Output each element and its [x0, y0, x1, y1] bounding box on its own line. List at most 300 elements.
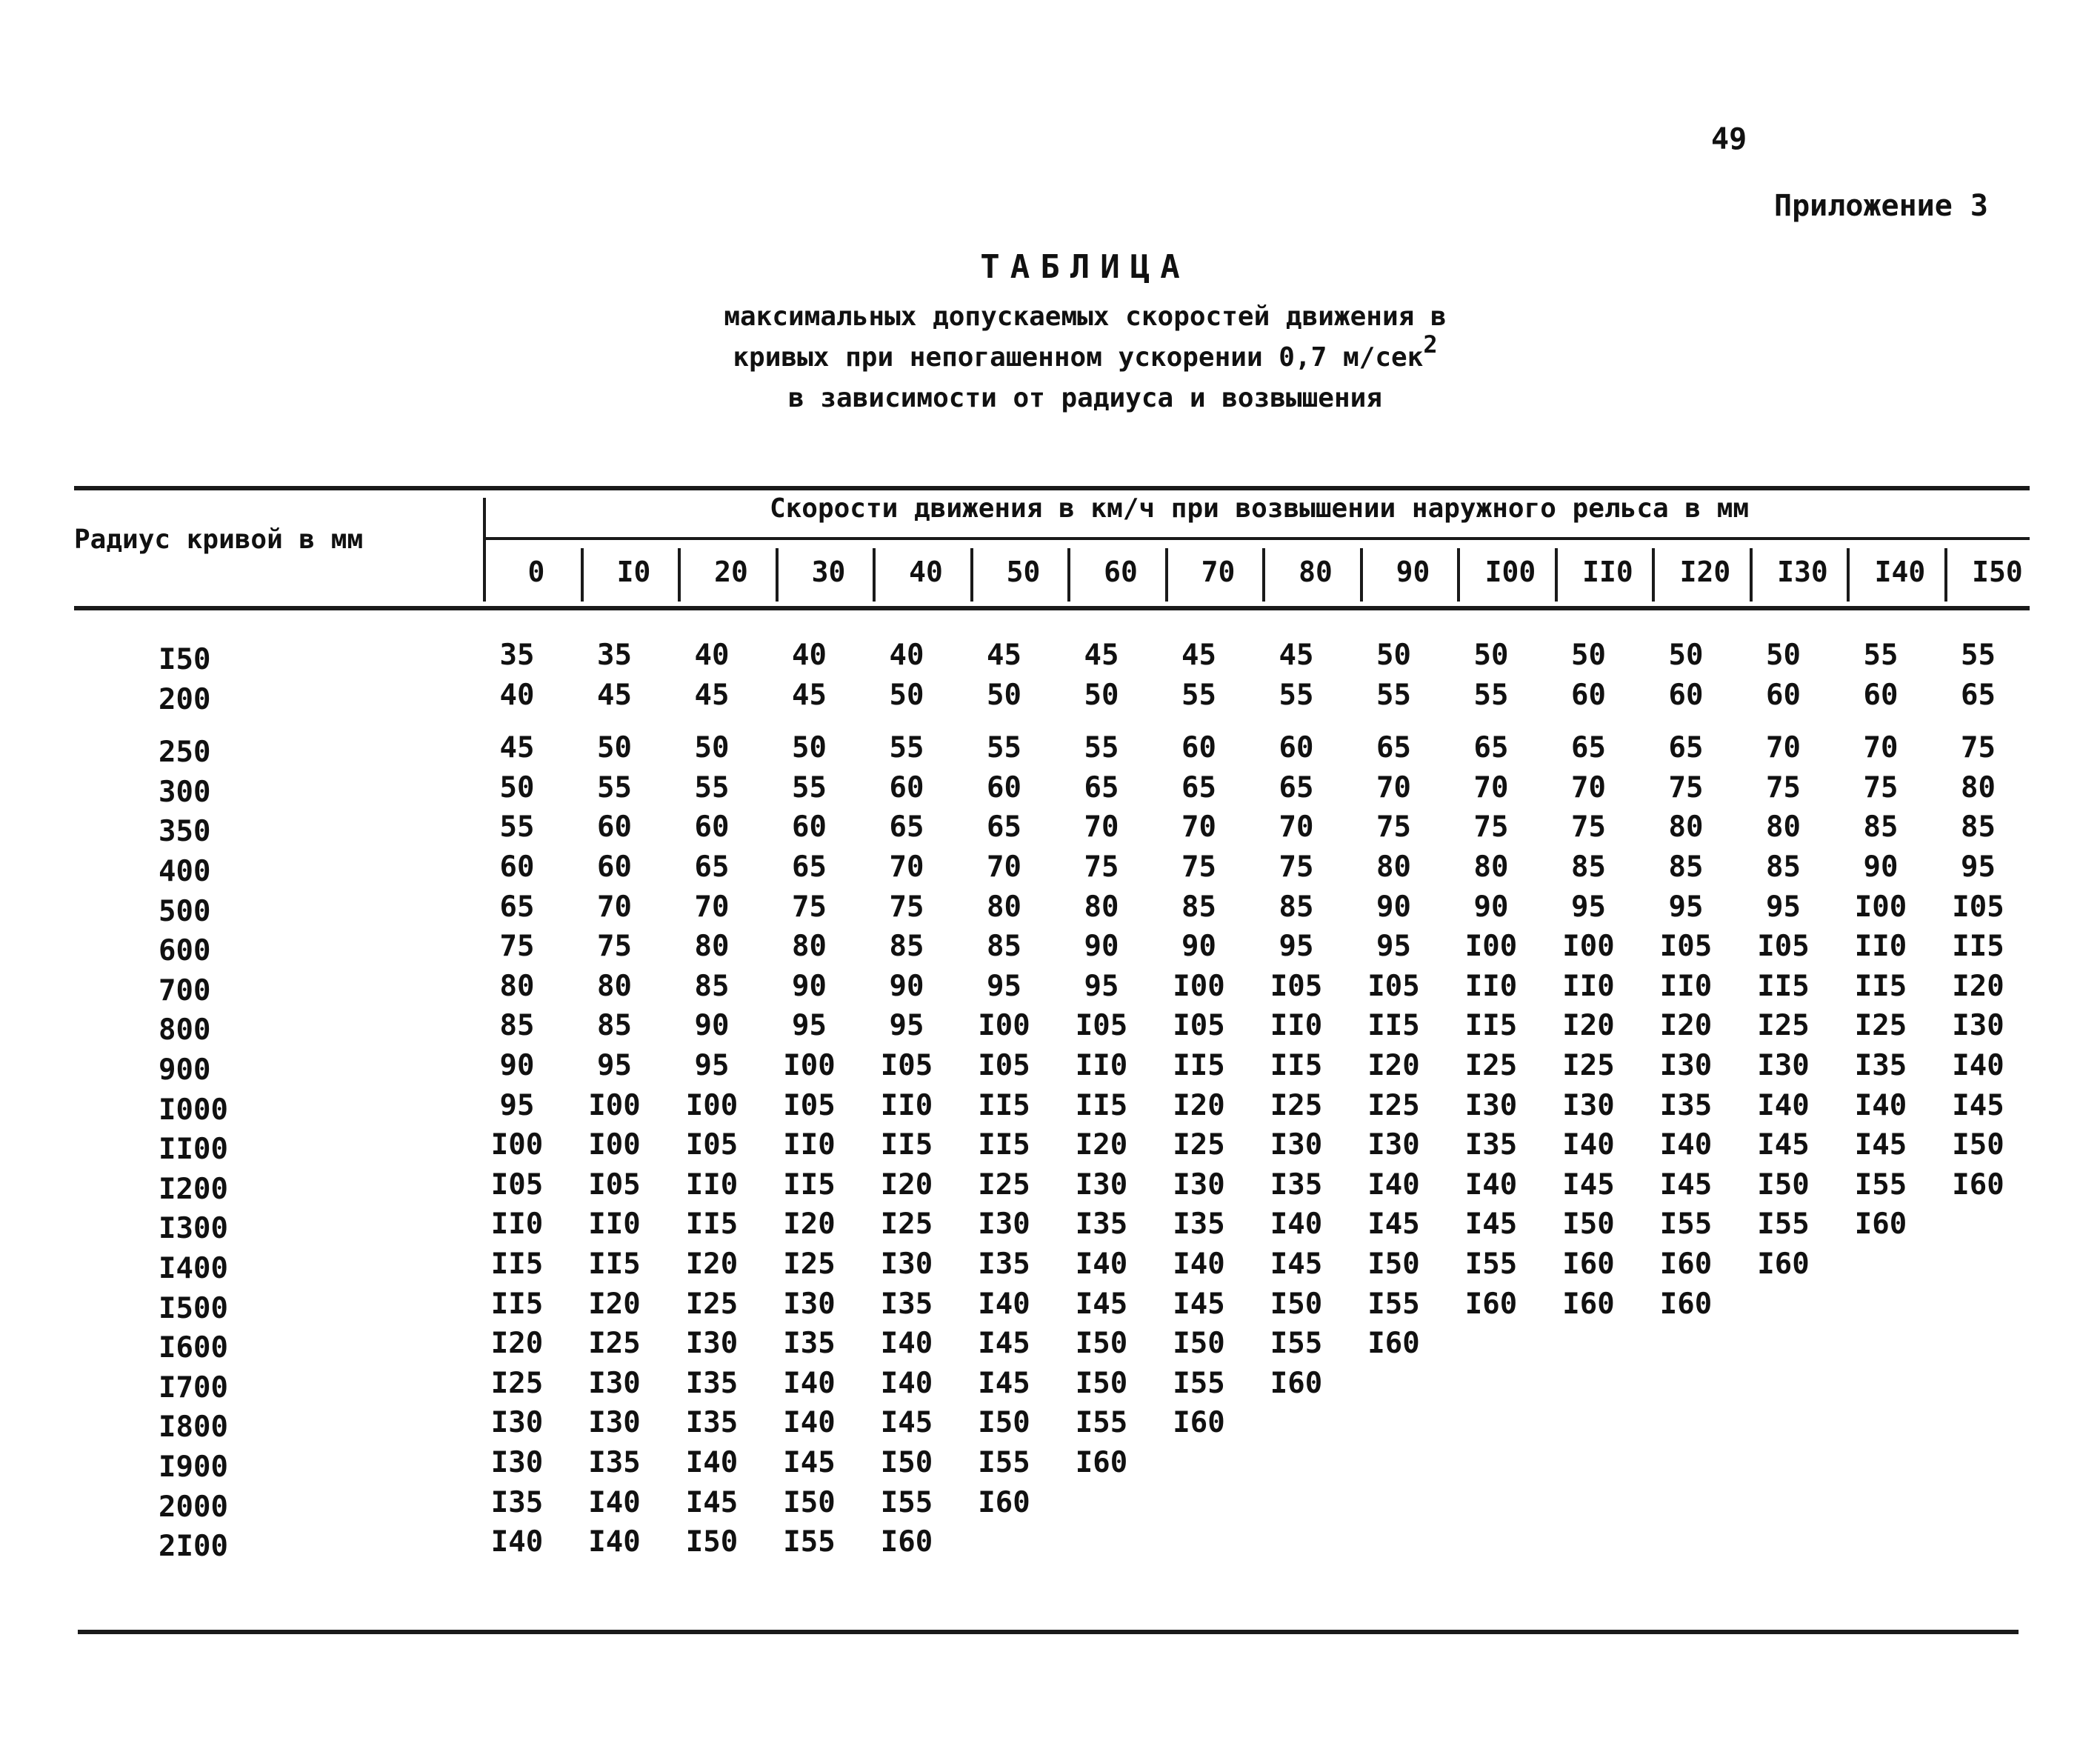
speed-cell: I20	[588, 1287, 641, 1321]
speed-cell: 95	[1084, 969, 1119, 1003]
speed-cell: I30	[880, 1247, 933, 1281]
radius-cell: I600	[159, 1331, 228, 1365]
radius-cell: 900	[159, 1053, 211, 1087]
radius-cell: I000	[159, 1093, 228, 1127]
speed-cell: 55	[1084, 731, 1119, 765]
speed-cell: 85	[1766, 850, 1801, 884]
subtitle-superscript: 2	[1423, 330, 1438, 359]
elevation-column-header: I00	[1484, 556, 1536, 588]
speed-cell: 75	[1084, 850, 1119, 884]
speed-cell: I45	[1464, 1207, 1518, 1242]
speed-cell: 75	[597, 930, 632, 964]
speed-cell: 50	[694, 731, 730, 765]
radius-cell: 300	[159, 775, 211, 809]
speed-cell: 40	[792, 639, 827, 672]
speed-cell: 55	[1279, 678, 1314, 712]
speed-cell: 90	[889, 969, 924, 1003]
speed-cell: I30	[1464, 1088, 1518, 1122]
speed-cell: I50	[685, 1525, 739, 1559]
speed-cell: I45	[978, 1366, 1030, 1400]
speed-cell: 60	[499, 850, 535, 884]
speed-cell: I25	[880, 1207, 933, 1242]
speed-cell: I55	[1075, 1406, 1128, 1440]
speed-cell: I55	[880, 1485, 933, 1519]
speed-cell: 35	[597, 639, 632, 672]
speed-cell: II5	[685, 1207, 739, 1242]
speed-cell: I25	[1562, 1049, 1615, 1082]
speed-cell: 70	[694, 890, 730, 924]
speed-cell: I40	[490, 1525, 544, 1559]
speed-cell: I60	[1173, 1406, 1225, 1440]
speed-cell: 85	[987, 930, 1021, 964]
speed-cell: 95	[1279, 930, 1314, 964]
speed-cell: I30	[588, 1406, 641, 1440]
speed-cell: I05	[1173, 1009, 1225, 1043]
speed-cell: I00	[783, 1049, 836, 1082]
column-separator	[1262, 548, 1265, 602]
elevation-column-header: I50	[1972, 556, 2023, 588]
speed-cell: 95	[597, 1049, 632, 1082]
speed-cell: 95	[792, 1009, 827, 1043]
radius-cell: I800	[159, 1410, 228, 1445]
speed-cell: 75	[1279, 850, 1314, 884]
speed-cell: I50	[978, 1406, 1030, 1440]
speed-cell: I40	[1952, 1049, 2004, 1082]
speed-cell: 80	[694, 930, 730, 964]
speed-cell: 65	[987, 810, 1021, 844]
speed-cell: 50	[889, 678, 924, 712]
speed-cell: 80	[597, 969, 632, 1003]
speed-cell: I35	[1075, 1207, 1128, 1242]
speed-cell: 95	[1961, 850, 1996, 884]
elevation-column-header: 70	[1201, 556, 1236, 588]
speed-cell: 90	[1084, 930, 1119, 964]
speed-cell: I45	[1757, 1128, 1810, 1162]
speed-cell: I40	[880, 1366, 933, 1400]
speed-cell: I25	[490, 1366, 544, 1400]
speed-cell: 55	[889, 731, 924, 765]
speed-cell: 50	[1668, 639, 1704, 672]
speed-cell: I55	[1173, 1366, 1225, 1400]
speed-cell: I30	[1075, 1167, 1128, 1202]
speed-cell: 95	[987, 969, 1021, 1003]
speed-cell: I20	[685, 1247, 739, 1281]
speed-cell: 65	[1571, 731, 1606, 765]
speed-cell: 60	[597, 850, 632, 884]
column-separator	[776, 548, 779, 602]
speed-cell: I30	[1562, 1088, 1615, 1122]
speed-cell: 80	[1766, 810, 1801, 844]
speed-cell: I35	[1854, 1049, 1907, 1082]
speed-cell: 55	[987, 731, 1021, 765]
speed-cell: 60	[1571, 678, 1606, 712]
speed-cell: I55	[1854, 1167, 1907, 1202]
speed-cell: 60	[694, 810, 730, 844]
speed-cell: 90	[1376, 890, 1411, 924]
speed-cell: I45	[1173, 1287, 1225, 1321]
speed-cell: II5	[1367, 1009, 1420, 1043]
speed-cell: I25	[783, 1247, 836, 1281]
speed-cell: 55	[1961, 639, 1996, 672]
speed-cell: 80	[499, 969, 535, 1003]
subtitle-line-3: в зависимости от радиуса и возвышения	[788, 383, 1382, 413]
speed-cell: I05	[685, 1128, 739, 1162]
radius-cell: 200	[159, 682, 211, 716]
speed-cell: 60	[889, 770, 924, 804]
speed-cell: I00	[588, 1088, 641, 1122]
speed-cell: II5	[588, 1247, 641, 1281]
speed-cell: II0	[783, 1128, 836, 1162]
speed-cell: 70	[1863, 731, 1899, 765]
speed-cell: I40	[1367, 1167, 1420, 1202]
speed-cell: 95	[499, 1088, 535, 1122]
speed-cell: 70	[1181, 810, 1216, 844]
speed-cell: I45	[783, 1446, 836, 1479]
speed-cell: 85	[694, 969, 730, 1003]
speed-cell: II0	[1854, 930, 1907, 964]
speed-cell: 50	[987, 678, 1021, 712]
speed-cell: 55	[1863, 639, 1899, 672]
speed-cell: 85	[1863, 810, 1899, 844]
page-number: 49	[1711, 122, 1747, 156]
speed-cell: I50	[1952, 1128, 2004, 1162]
column-separator	[873, 548, 876, 602]
speed-cell: I35	[1659, 1088, 1713, 1122]
speed-cell: 60	[1863, 678, 1899, 712]
speed-cell: I50	[783, 1485, 836, 1519]
radius-cell: 800	[159, 1013, 211, 1047]
speed-cell: 75	[1181, 850, 1216, 884]
speed-cell: 70	[1766, 731, 1801, 765]
speed-cell: 50	[1084, 678, 1119, 712]
speed-group-header: Скорости движения в км/ч при возвышении наружного рельса в мм	[769, 493, 1750, 524]
radius-cell: II00	[159, 1133, 228, 1167]
speed-cell: 50	[1571, 639, 1606, 672]
speed-cell: II0	[1464, 969, 1518, 1003]
speed-cell: 50	[499, 770, 535, 804]
speed-cell: 70	[1376, 770, 1411, 804]
speed-cell: 85	[1961, 810, 1996, 844]
page-title: ТАБЛИЦА	[980, 248, 1190, 286]
speed-cell: 55	[1376, 678, 1411, 712]
speed-cell: I30	[978, 1207, 1030, 1242]
speed-cell: I05	[1757, 930, 1810, 964]
speed-cell: I30	[1367, 1128, 1420, 1162]
speed-cell: I25	[685, 1287, 739, 1321]
speed-cell: 40	[889, 639, 924, 672]
speed-cell: I60	[1075, 1446, 1128, 1479]
speed-cell: 60	[792, 810, 827, 844]
speed-cell: I55	[1270, 1327, 1323, 1361]
speed-cell: II5	[978, 1128, 1030, 1162]
speed-cell: I40	[1659, 1128, 1713, 1162]
speed-cell: I40	[880, 1327, 933, 1361]
speed-cell: 45	[1084, 639, 1119, 672]
speed-cell: 75	[1376, 810, 1411, 844]
speed-cell: II5	[1464, 1009, 1518, 1043]
speed-cell: 65	[1961, 678, 1996, 712]
speed-cell: II5	[880, 1128, 933, 1162]
speed-cell: 60	[1279, 731, 1314, 765]
speed-cell: 75	[1473, 810, 1509, 844]
speed-cell: 65	[694, 850, 730, 884]
speed-cell: II5	[490, 1247, 544, 1281]
speed-cell: 85	[1181, 890, 1216, 924]
speed-cell: I20	[880, 1167, 933, 1202]
speed-cell: I25	[1464, 1049, 1518, 1082]
title-block	[630, 248, 1541, 419]
subtitle-line-2	[630, 330, 1541, 378]
speed-cell: 90	[1473, 890, 1509, 924]
speed-cell: 45	[1181, 639, 1216, 672]
speed-cell: 85	[499, 1009, 535, 1043]
speed-cell: 90	[694, 1009, 730, 1043]
speed-cell: I30	[588, 1366, 641, 1400]
speed-cell: I00	[1464, 930, 1518, 964]
speed-cell: 65	[889, 810, 924, 844]
speed-cell: I45	[880, 1406, 933, 1440]
speed-cell: I60	[1464, 1287, 1518, 1321]
speed-cell: I45	[978, 1327, 1030, 1361]
speed-cell: 50	[1376, 639, 1411, 672]
speed-cell: II0	[1270, 1009, 1323, 1043]
speed-cell: II0	[588, 1207, 641, 1242]
speed-cell: I50	[1757, 1167, 1810, 1202]
speed-cell: I05	[1367, 969, 1420, 1003]
speed-cell: I55	[978, 1446, 1030, 1479]
speed-cell: I60	[880, 1525, 933, 1559]
column-separator	[1847, 548, 1850, 602]
speed-cell: 35	[499, 639, 535, 672]
column-separator	[483, 498, 486, 602]
speed-cell: 60	[1668, 678, 1704, 712]
subtitle-line-2-text: кривых при непогашенном ускорении 0,7 м/сек	[733, 342, 1424, 373]
radius-cell: 250	[159, 736, 211, 770]
speed-cell: I05	[978, 1049, 1030, 1082]
speed-cell: II5	[1757, 969, 1810, 1003]
speed-cell: I00	[1173, 969, 1225, 1003]
speed-cell: 65	[792, 850, 827, 884]
speed-cell: I00	[1854, 890, 1907, 924]
table-bottom-rule	[78, 1630, 2019, 1634]
speed-cell: II0	[1562, 969, 1615, 1003]
speed-cell: I55	[1757, 1207, 1810, 1242]
speed-cell: 65	[1668, 731, 1704, 765]
speed-cell: I50	[1075, 1327, 1128, 1361]
speed-cell: I35	[1270, 1167, 1323, 1202]
speed-cell: I45	[1854, 1128, 1907, 1162]
speed-cell: I20	[490, 1327, 544, 1361]
speed-cell: II5	[1075, 1088, 1128, 1122]
speed-cell: 60	[987, 770, 1021, 804]
radius-cell: I700	[159, 1370, 228, 1405]
speed-cell: I20	[783, 1207, 836, 1242]
column-separator	[1652, 548, 1655, 602]
speed-cell: I55	[1659, 1207, 1713, 1242]
column-separator	[1750, 548, 1753, 602]
elevation-column-header: I30	[1777, 556, 1828, 588]
speed-cell: I55	[1464, 1247, 1518, 1281]
speed-cell: 45	[792, 678, 827, 712]
speed-cell: I50	[880, 1446, 933, 1479]
subtitle-line-1: максимальных допускаемых скоростей движения в	[724, 302, 1447, 332]
speed-cell: 50	[1766, 639, 1801, 672]
speed-cell: I45	[1075, 1287, 1128, 1321]
elevation-column-header: I40	[1874, 556, 1926, 588]
elevation-column-header: I20	[1679, 556, 1731, 588]
speed-cell: I55	[1367, 1287, 1420, 1321]
speed-cell: 70	[987, 850, 1021, 884]
speed-cell: I55	[783, 1525, 836, 1559]
speed-cell: 85	[889, 930, 924, 964]
speed-cell: 70	[1571, 770, 1606, 804]
speed-cell: I45	[685, 1485, 739, 1519]
speed-cell: II5	[1270, 1049, 1323, 1082]
speed-cell: I05	[783, 1088, 836, 1122]
speed-cell: 50	[1473, 639, 1509, 672]
speed-cell: I45	[1562, 1167, 1615, 1202]
speed-cell: I00	[1562, 930, 1615, 964]
radius-cell: I900	[159, 1450, 228, 1484]
elevation-column-header: I0	[616, 556, 651, 588]
table-top-rule	[74, 486, 2030, 490]
radius-column-header: Радиус кривой в мм	[74, 524, 364, 555]
column-separator	[581, 548, 584, 602]
speed-cell: 75	[889, 890, 924, 924]
speed-cell: I50	[1173, 1327, 1225, 1361]
speed-cell: I60	[1659, 1287, 1713, 1321]
speed-cell: 80	[987, 890, 1021, 924]
column-separator	[1067, 548, 1070, 602]
speed-cell: I30	[1173, 1167, 1225, 1202]
speed-cell: I20	[1952, 969, 2004, 1003]
radius-cell: 600	[159, 934, 211, 968]
speed-cell: 60	[597, 810, 632, 844]
speed-cell: I40	[588, 1525, 641, 1559]
speed-cell: 70	[597, 890, 632, 924]
speed-cell: I25	[978, 1167, 1030, 1202]
speed-cell: I40	[783, 1366, 836, 1400]
speed-cell: 80	[1376, 850, 1411, 884]
speed-cell: I25	[1757, 1009, 1810, 1043]
speed-cell: I40	[978, 1287, 1030, 1321]
speed-cell: I05	[1952, 890, 2004, 924]
column-separator	[1457, 548, 1460, 602]
speed-cell: I40	[1464, 1167, 1518, 1202]
speed-cell: II5	[1173, 1049, 1225, 1082]
speed-cell: 80	[1084, 890, 1119, 924]
radius-cell: 700	[159, 973, 211, 1007]
speed-cell: II0	[880, 1088, 933, 1122]
speed-cell: 80	[1473, 850, 1509, 884]
speed-cell: II5	[490, 1287, 544, 1321]
speed-cell: I20	[1075, 1128, 1128, 1162]
speed-cell: I30	[1659, 1049, 1713, 1082]
speed-cell: 65	[1181, 770, 1216, 804]
appendix-label: Приложение 3	[1774, 189, 1988, 223]
speed-cell: I30	[1757, 1049, 1810, 1082]
speed-cell: I50	[1367, 1247, 1420, 1281]
speed-cell: I25	[1367, 1088, 1420, 1122]
speed-cell: I40	[1270, 1207, 1323, 1242]
speed-cell: 50	[792, 731, 827, 765]
speed-cell: II5	[783, 1167, 836, 1202]
column-separator	[678, 548, 681, 602]
speed-cell: 75	[1571, 810, 1606, 844]
speed-cell: I25	[1270, 1088, 1323, 1122]
speed-cell: 65	[499, 890, 535, 924]
speed-cell: I35	[685, 1366, 739, 1400]
speed-cell: 55	[792, 770, 827, 804]
speed-cell: 75	[1766, 770, 1801, 804]
speed-cell: I25	[588, 1327, 641, 1361]
speed-cell: II5	[978, 1088, 1030, 1122]
elevation-column-header: 40	[909, 556, 943, 588]
elevation-column-header: 80	[1299, 556, 1333, 588]
speed-cell: 55	[1181, 678, 1216, 712]
speed-cell: I60	[1270, 1366, 1323, 1400]
speed-cell: 45	[987, 639, 1021, 672]
speed-cell: I30	[685, 1327, 739, 1361]
speed-cell: I20	[1562, 1009, 1615, 1043]
speed-cell: I40	[1562, 1128, 1615, 1162]
speed-cell: I50	[1562, 1207, 1615, 1242]
speed-cell: 65	[1084, 770, 1119, 804]
speed-cell: 90	[792, 969, 827, 1003]
speed-cell: I00	[588, 1128, 641, 1162]
speed-cell: I05	[880, 1049, 933, 1082]
speed-cell: 95	[1571, 890, 1606, 924]
speed-cell: I20	[1367, 1049, 1420, 1082]
speed-cell: I40	[1854, 1088, 1907, 1122]
speed-cell: 90	[499, 1049, 535, 1082]
speed-cell: 60	[1181, 731, 1216, 765]
speed-cell: 55	[694, 770, 730, 804]
speed-cell: 45	[694, 678, 730, 712]
radius-cell: 400	[159, 855, 211, 888]
speed-cell: I60	[978, 1485, 1030, 1519]
speed-cell: 60	[1766, 678, 1801, 712]
speed-cell: 95	[694, 1049, 730, 1082]
speed-cell: I35	[490, 1485, 544, 1519]
speed-cell: 70	[1084, 810, 1119, 844]
elevation-column-header: 90	[1396, 556, 1430, 588]
speed-cell: 70	[889, 850, 924, 884]
speed-cell: I30	[1270, 1128, 1323, 1162]
radius-cell: I300	[159, 1212, 228, 1246]
speed-cell: 80	[792, 930, 827, 964]
speed-cell: 85	[597, 1009, 632, 1043]
speed-cell: I50	[1075, 1366, 1128, 1400]
speed-cell: 75	[499, 930, 535, 964]
column-separator	[1165, 548, 1168, 602]
table-header-divider	[485, 537, 2030, 540]
speed-cell: 85	[1668, 850, 1704, 884]
speed-cell: I60	[1854, 1207, 1907, 1242]
speed-cell: I35	[1464, 1128, 1518, 1162]
radius-cell: I50	[159, 643, 211, 676]
table-header-bottom-rule	[74, 606, 2030, 610]
speed-cell: I50	[1270, 1287, 1323, 1321]
speed-cell: I25	[1173, 1128, 1225, 1162]
speed-cell: I35	[880, 1287, 933, 1321]
radius-cell: I200	[159, 1172, 228, 1206]
speed-cell: I35	[1173, 1207, 1225, 1242]
radius-cell: 350	[159, 815, 211, 849]
speed-cell: I00	[978, 1009, 1030, 1043]
elevation-column-header: 30	[811, 556, 846, 588]
speed-cell: I60	[1367, 1327, 1420, 1361]
